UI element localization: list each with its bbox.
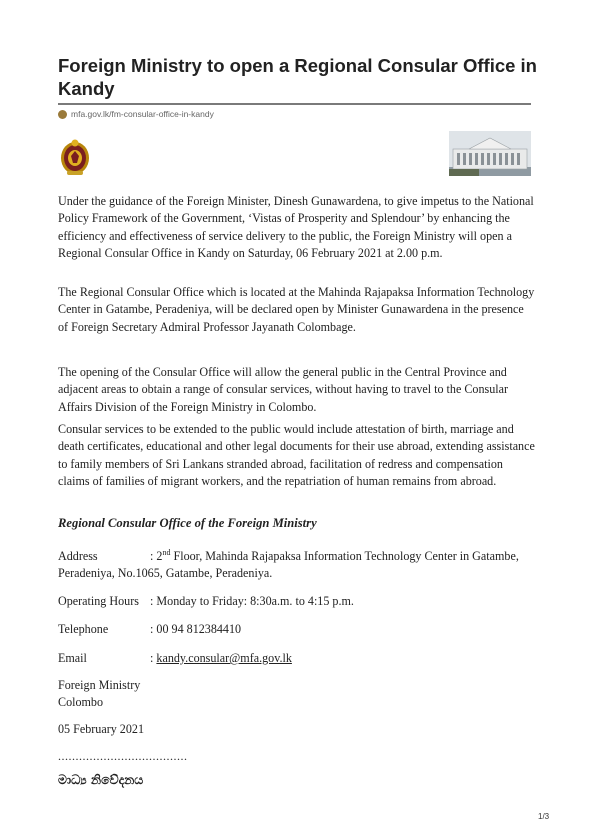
address-row [58, 544, 528, 583]
ministry-building-image [449, 131, 531, 176]
email-row [58, 650, 292, 667]
release-date: 05 February 2021 [58, 722, 144, 736]
sri-lanka-emblem-icon [58, 137, 92, 177]
hours-row [58, 593, 354, 610]
paragraph: Consular services to be extended to the public would include attestation of birth, marriage and death certificates, educational and other legal documents for their use abroad, extending assistance to family members of Sri Lankans stranded abroad, facilitation of redress and compensation claims of families of migrant workers, and the repatriation of human remains from abroad. [58, 422, 535, 489]
signature-block [58, 677, 140, 712]
address-floor-number: 2 [156, 549, 163, 564]
hours-label: Operating Hours [58, 594, 139, 608]
separator: : [150, 651, 154, 665]
separator: : [150, 594, 154, 608]
address-label: Address [58, 549, 98, 564]
office-heading: Regional Consular Office of the Foreign Ministry [58, 516, 317, 530]
address-floor-suffix: nd [162, 548, 171, 557]
paragraph: Under the guidance of the Foreign Minister, Dinesh Gunawardena, to give impetus to the National Policy Framework of the Government, ‘Vistas of Prosperity and Splendour’ by enhancing the efficiency and effectiveness of service delivery to the public, the Foreign Ministry will open a Regional Consular Office in Kandy on Saturday, 06 February 2021 at 2.00 p.m. [58, 194, 534, 261]
signature-line-1: Foreign Ministry [58, 678, 141, 692]
telephone-value: 00 94 812384410 [156, 622, 242, 636]
paragraph: The Regional Consular Office which is located at the Mahinda Rajapaksa Information Technology Center in Gatambe, Peradeniya, will be declared open by Minister Gunawardena in the presence of Foreign Secretary Admiral Professor Jayanath Colombage. [58, 285, 535, 334]
separator: : [150, 549, 154, 564]
source-url-text[interactable]: mfa.gov.lk/fm-consular-office-in-kandy [71, 109, 214, 119]
hours-value: Monday to Friday: 8:30a.m. to 4:15 p.m. [156, 594, 354, 608]
email-label: Email [58, 651, 87, 665]
paragraph: The opening of the Consular Office will allow the general public in the Central Province and adjacent areas to obtain a range of consular services, without having to travel to the Consular Affairs Division of the Foreign Ministry in Colombo. [58, 365, 509, 414]
page-number: 1/3 [538, 812, 550, 821]
telephone-label: Telephone [58, 622, 109, 636]
email-link[interactable]: kandy.consular@mfa.gov.lk [156, 651, 292, 665]
site-favicon-icon [58, 110, 67, 119]
page-title: Foreign Ministry to open a Regional Consular Office in Kandy [58, 55, 537, 99]
telephone-row [58, 621, 241, 638]
sinhala-heading: මාධ්‍ය නිවේදනය [58, 772, 144, 787]
title-divider [58, 103, 531, 105]
source-url[interactable] [58, 109, 214, 119]
signature-line-2: Colombo [58, 695, 104, 710]
address-value: Floor, Mahinda Rajapaksa Information Technology Center in Gatambe, Peradeniya, No.1065, Gatambe, Peradeniya. [58, 549, 519, 581]
dotted-separator: ..................................... [58, 749, 188, 763]
separator: : [150, 622, 154, 636]
